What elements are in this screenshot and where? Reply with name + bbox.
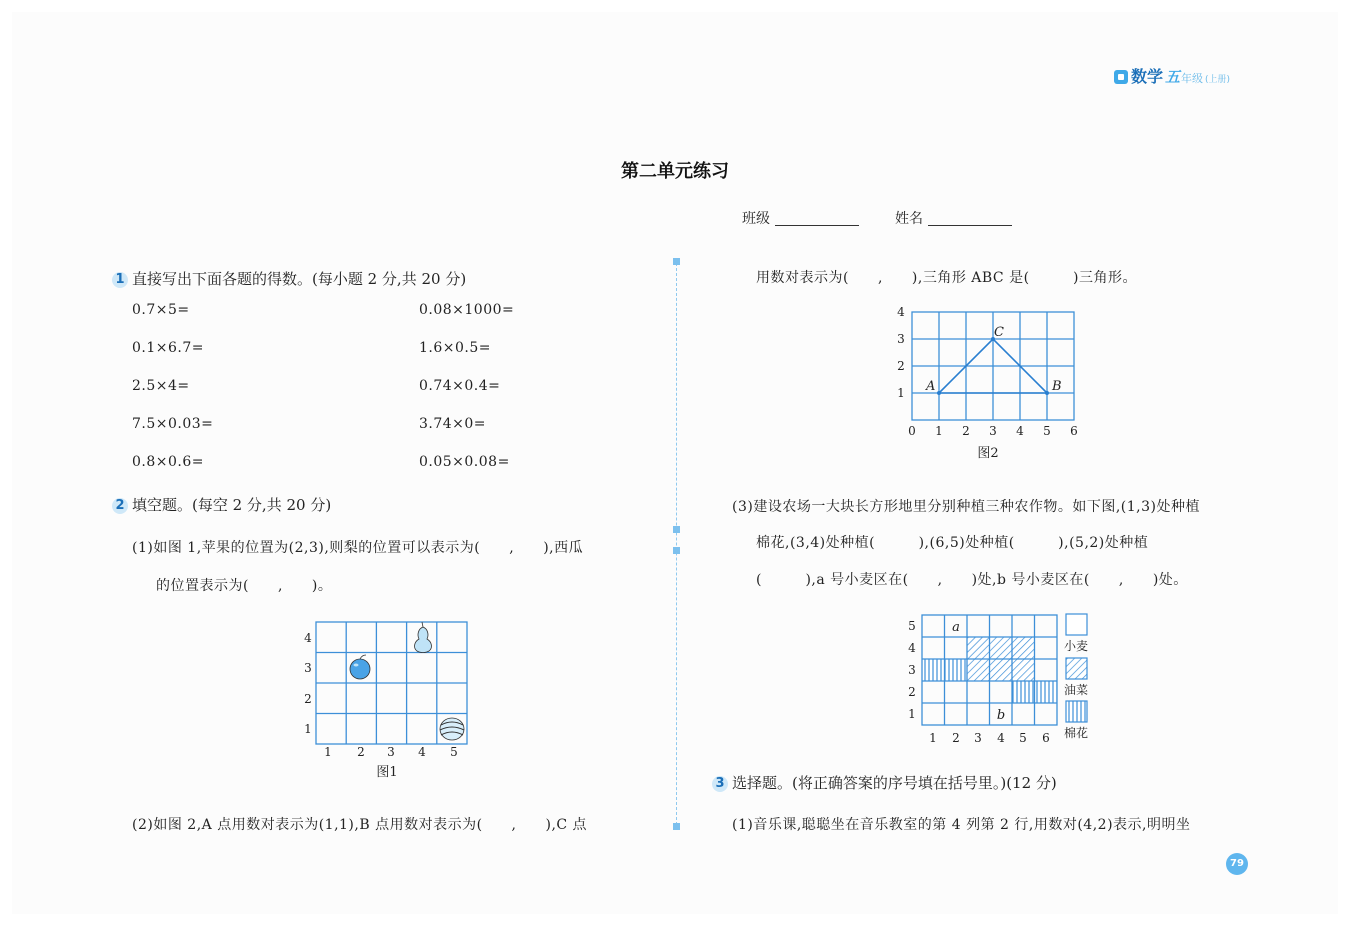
watermelon-icon (440, 718, 464, 740)
q1-item: 0.1×6.7= (132, 340, 204, 356)
point-a-label: A (926, 379, 936, 394)
fig2-y-label: 4 (897, 305, 905, 319)
fig2-x-label: 0 (908, 424, 916, 438)
q1-item: 0.08×1000= (419, 302, 515, 318)
fig1-x-label: 1 (324, 745, 332, 759)
q3-part1-line1: (1)音乐课,聪聪坐在音乐教室的第 4 列第 2 行,用数对(4,2)表示,明明坐 (732, 817, 1191, 833)
fig3-y-label: 1 (908, 707, 916, 721)
name-input-line[interactable] (928, 225, 1012, 226)
q1-item: 2.5×4= (132, 378, 190, 394)
fig2-x-label: 3 (989, 424, 997, 438)
fig3-y-label: 2 (908, 685, 916, 699)
q2-part3-line3: ( ),a 号小麦区在( , )处,b 号小麦区在( , )处。 (756, 572, 1188, 588)
fig2-y-label: 2 (897, 359, 905, 373)
q1-item: 0.05×0.08= (419, 454, 510, 470)
legend-wheat-label: 小麦 (1064, 639, 1089, 653)
point-b-label: B (1052, 379, 1062, 394)
question-2-title: 填空题。(每空 2 分,共 20 分) (132, 496, 332, 514)
fig1-x-label: 2 (357, 745, 365, 759)
name-label: 姓名 (895, 211, 923, 227)
fig2-x-label: 1 (935, 424, 943, 438)
pear-icon (415, 622, 432, 653)
divider-marker (673, 547, 680, 554)
logo-grade-suffix: 年级 (1181, 72, 1204, 85)
fig2-x-label: 6 (1070, 424, 1078, 438)
q2-part3-line2: 棉花,(3,4)处种植( ),(6,5)处种植( ),(5,2)处种植 (756, 535, 1149, 551)
q1-item: 0.7×5= (132, 302, 190, 318)
logo-grade: 五 (1165, 68, 1181, 86)
point-a (937, 391, 941, 395)
fig3-x-label: 6 (1042, 731, 1050, 745)
question-3-title: 选择题。(将正确答案的序号填在括号里。)(12 分) (732, 774, 1057, 792)
dice-logo-icon (1114, 70, 1128, 84)
fig3-x-label: 3 (974, 731, 982, 745)
q1-item: 1.6×0.5= (419, 340, 491, 356)
fig3-x-label: 2 (952, 731, 960, 745)
question-2-number: 2 (112, 498, 128, 514)
figure-2-grid (892, 300, 1084, 465)
fig2-x-label: 2 (962, 424, 970, 438)
fig1-x-label: 3 (387, 745, 395, 759)
logo-subject: 数学 (1131, 67, 1164, 86)
fig2-y-label: 3 (897, 332, 905, 346)
fig1-y-label: 4 (304, 631, 312, 645)
fig2-x-label: 4 (1016, 424, 1024, 438)
fig3-x-label: 5 (1019, 731, 1027, 745)
divider-marker (673, 823, 680, 830)
legend-wheat-swatch (1066, 614, 1087, 635)
cell-a-label: a (952, 620, 960, 635)
legend-cotton-swatch (1066, 701, 1087, 722)
page-background (12, 12, 1338, 914)
question-1-heading (112, 268, 466, 289)
fig3-y-label: 5 (908, 619, 916, 633)
q1-item: 3.74×0= (419, 416, 487, 432)
figure-1-caption: 图1 (376, 765, 398, 780)
point-b (1045, 391, 1049, 395)
legend-cotton-label: 棉花 (1064, 726, 1089, 740)
question-3-heading (712, 772, 1057, 793)
q2-part3-line1: (3)建设农场一大块长方形地里分别种植三种农作物。如下图,(1,3)处种植 (732, 499, 1200, 515)
legend-rape-label: 油菜 (1064, 683, 1089, 697)
class-label: 班级 (742, 211, 770, 227)
fig3-x-label: 1 (929, 731, 937, 745)
divider-marker (673, 526, 680, 533)
class-input-line[interactable] (775, 225, 859, 226)
question-1-title: 直接写出下面各题的得数。(每小题 2 分,共 20 分) (132, 270, 467, 288)
fig2-y-label: 1 (897, 386, 905, 400)
q2-part1-line2: 的位置表示为( , )。 (156, 578, 333, 594)
fig1-x-label: 4 (418, 745, 426, 759)
fig2-x-label: 5 (1043, 424, 1051, 438)
divider-marker (673, 258, 680, 265)
q1-item: 0.74×0.4= (419, 378, 501, 394)
book-logo (1114, 64, 1230, 87)
figure-1-grid (296, 615, 486, 785)
q2-part1-line1: (1)如图 1,苹果的位置为(2,3),则梨的位置可以表示为( , ),西瓜 (132, 540, 584, 556)
fig1-y-label: 2 (304, 692, 312, 706)
column-divider (676, 258, 677, 830)
page-title: 第二单元练习 (621, 161, 729, 182)
q1-item: 0.8×0.6= (132, 454, 204, 470)
question-1-number: 1 (112, 272, 128, 288)
q1-item: 7.5×0.03= (132, 416, 214, 432)
figure-3-farm-grid (900, 606, 1100, 746)
question-3-number: 3 (712, 776, 728, 792)
fig1-x-label: 5 (450, 745, 458, 759)
cell-b-label: b (996, 708, 1006, 723)
question-2-heading (112, 494, 331, 515)
logo-volume: (上册) (1205, 75, 1231, 85)
fig3-y-label: 4 (908, 641, 916, 655)
point-c-label: C (994, 325, 1004, 340)
q2-part2-line2: 用数对表示为( , ),三角形 ABC 是( )三角形。 (756, 270, 1138, 286)
fig3-x-label: 4 (997, 731, 1005, 745)
apple-icon (350, 655, 370, 679)
q2-part2-line1: (2)如图 2,A 点用数对表示为(1,1),B 点用数对表示为( , ),C 点 (132, 817, 588, 833)
page-number: 79 (1226, 853, 1248, 875)
legend-rape-swatch (1066, 658, 1087, 679)
fig3-y-label: 3 (908, 663, 916, 677)
figure-2-caption: 图2 (977, 446, 999, 461)
fig1-y-label: 3 (304, 661, 312, 675)
fig1-y-label: 1 (304, 722, 312, 736)
